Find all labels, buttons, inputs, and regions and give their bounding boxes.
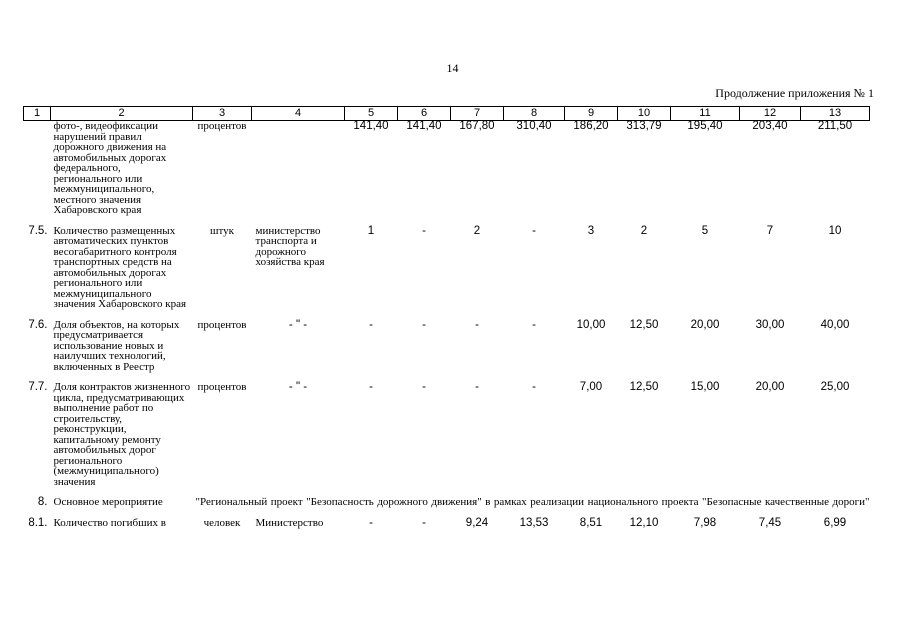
value-cell: 40,00 bbox=[820, 318, 850, 331]
column-header: 5 bbox=[345, 107, 398, 121]
value-cell: 12,10 bbox=[629, 516, 659, 529]
value-cell: 3 bbox=[587, 224, 595, 237]
unit-cell: процентов bbox=[197, 318, 247, 331]
value-cell: 30,00 bbox=[755, 318, 785, 331]
value-cell: 195,40 bbox=[687, 120, 723, 132]
column-header: 9 bbox=[565, 107, 618, 121]
value-cell: 1 bbox=[367, 224, 375, 237]
value-cell: 313,79 bbox=[626, 120, 662, 132]
value-cell: 6,99 bbox=[823, 516, 847, 529]
value-cell: - bbox=[369, 318, 373, 331]
value-cell: 13,53 bbox=[519, 516, 549, 529]
value-cell: 310,40 bbox=[516, 120, 552, 132]
activity-name: Основное мероприятие bbox=[53, 496, 163, 508]
value-cell: 10 bbox=[828, 224, 842, 237]
column-header: 1 bbox=[24, 107, 51, 121]
value-cell: 7,00 bbox=[579, 381, 603, 393]
column-numbers-row bbox=[24, 107, 870, 121]
value-cell: 12,50 bbox=[629, 381, 659, 393]
table-row bbox=[24, 382, 870, 487]
value-cell: - bbox=[532, 318, 536, 331]
value-cell: - bbox=[532, 224, 536, 237]
column-header: 8 bbox=[504, 107, 565, 121]
column-header: 7 bbox=[451, 107, 504, 121]
value-cell: 2 bbox=[640, 224, 648, 237]
column-header: 4 bbox=[252, 107, 345, 121]
appendix-continuation-note: Продолжение приложения № 1 bbox=[715, 86, 874, 100]
value-cell: 7,45 bbox=[758, 516, 782, 529]
value-cell: - bbox=[532, 381, 536, 393]
unit-cell: процентов bbox=[197, 120, 247, 132]
value-cell: 20,00 bbox=[755, 381, 785, 393]
value-cell: 167,80 bbox=[459, 120, 495, 132]
table-row bbox=[24, 497, 870, 508]
value-cell: 10,00 bbox=[576, 318, 606, 331]
value-cell: - bbox=[422, 516, 426, 529]
value-cell: 211,50 bbox=[817, 120, 853, 132]
responsible-cell: - " - bbox=[288, 381, 308, 393]
value-cell: 141,40 bbox=[406, 120, 442, 132]
responsible-cell bbox=[252, 121, 345, 216]
column-header: 3 bbox=[193, 107, 252, 121]
column-header: 13 bbox=[801, 107, 870, 121]
value-cell: 12,50 bbox=[629, 318, 659, 331]
value-cell: - bbox=[475, 318, 479, 331]
row-spacer bbox=[24, 508, 870, 518]
page-number: 14 bbox=[446, 61, 459, 75]
row-number: 7.5. bbox=[28, 224, 48, 237]
value-cell: 7 bbox=[766, 224, 774, 237]
activity-description: "Региональный проект "Безопасность дорожного движения" в рамках реализации национального проекта "Безопасные качественные дороги" bbox=[195, 496, 870, 508]
column-header: 11 bbox=[671, 107, 740, 121]
row-number: 8.1. bbox=[28, 516, 48, 529]
unit-cell: штук bbox=[210, 224, 234, 237]
responsible-cell: - " - bbox=[288, 318, 308, 331]
value-cell: - bbox=[422, 381, 426, 393]
row-spacer bbox=[24, 216, 870, 226]
value-cell: 5 bbox=[701, 224, 709, 237]
value-cell: 25,00 bbox=[820, 381, 850, 393]
value-cell: 141,40 bbox=[353, 120, 389, 132]
indicator-name: Доля объектов, на которых предусматривается использование новых и наилучших технологий, включенных в Реестр bbox=[53, 318, 180, 373]
unit-cell: человек bbox=[203, 516, 241, 529]
row-number: 7.6. bbox=[28, 318, 48, 331]
column-header: 12 bbox=[740, 107, 801, 121]
table-row bbox=[24, 226, 870, 310]
value-cell: 9,24 bbox=[465, 516, 489, 529]
value-cell: 186,20 bbox=[573, 120, 609, 132]
indicators-table bbox=[23, 106, 870, 528]
column-header: 2 bbox=[51, 107, 193, 121]
responsible-cell: Министерство bbox=[255, 516, 324, 529]
unit-cell: процентов bbox=[197, 381, 247, 393]
row-number: 7.7. bbox=[28, 381, 48, 393]
table-row bbox=[24, 320, 870, 373]
value-cell: 2 bbox=[473, 224, 481, 237]
value-cell: - bbox=[422, 224, 426, 237]
value-cell: 203,40 bbox=[752, 120, 788, 132]
value-cell: - bbox=[369, 381, 373, 393]
table-row bbox=[24, 121, 870, 216]
value-cell: 20,00 bbox=[690, 318, 720, 331]
value-cell: - bbox=[369, 516, 373, 529]
indicator-name: фото-, видеофиксации нарушений правил дорожного движения на автомобильных дорогах федерального, регионального или межмуниципального, местного значения Хабаровского края bbox=[53, 120, 167, 216]
value-cell: - bbox=[422, 318, 426, 331]
value-cell: - bbox=[475, 381, 479, 393]
indicator-name: Доля контрактов жизненного цикла, предусматривающих выполнение работ по строительству, реконструкции, капитальному ремонту автомобильных дорог регионального (межмуниципального) значения bbox=[53, 381, 191, 488]
row-spacer bbox=[24, 310, 870, 320]
column-header: 10 bbox=[618, 107, 671, 121]
table-row bbox=[24, 518, 870, 529]
row-number: 8. bbox=[37, 496, 48, 508]
row-number bbox=[24, 121, 51, 216]
value-cell: 7,98 bbox=[693, 516, 717, 529]
value-cell: 8,51 bbox=[579, 516, 603, 529]
indicator-name: Количество погибших в bbox=[53, 516, 166, 529]
indicator-name: Количество размещенных автоматических пунктов весогабаритного контроля транспортных средств на автомобильных дорогах регионального или межмуниципального значения Хабаровского края bbox=[53, 224, 187, 310]
responsible-cell: министерство транспорта и дорожного хозяйства края bbox=[255, 224, 325, 268]
column-header: 6 bbox=[398, 107, 451, 121]
value-cell: 15,00 bbox=[690, 381, 720, 393]
